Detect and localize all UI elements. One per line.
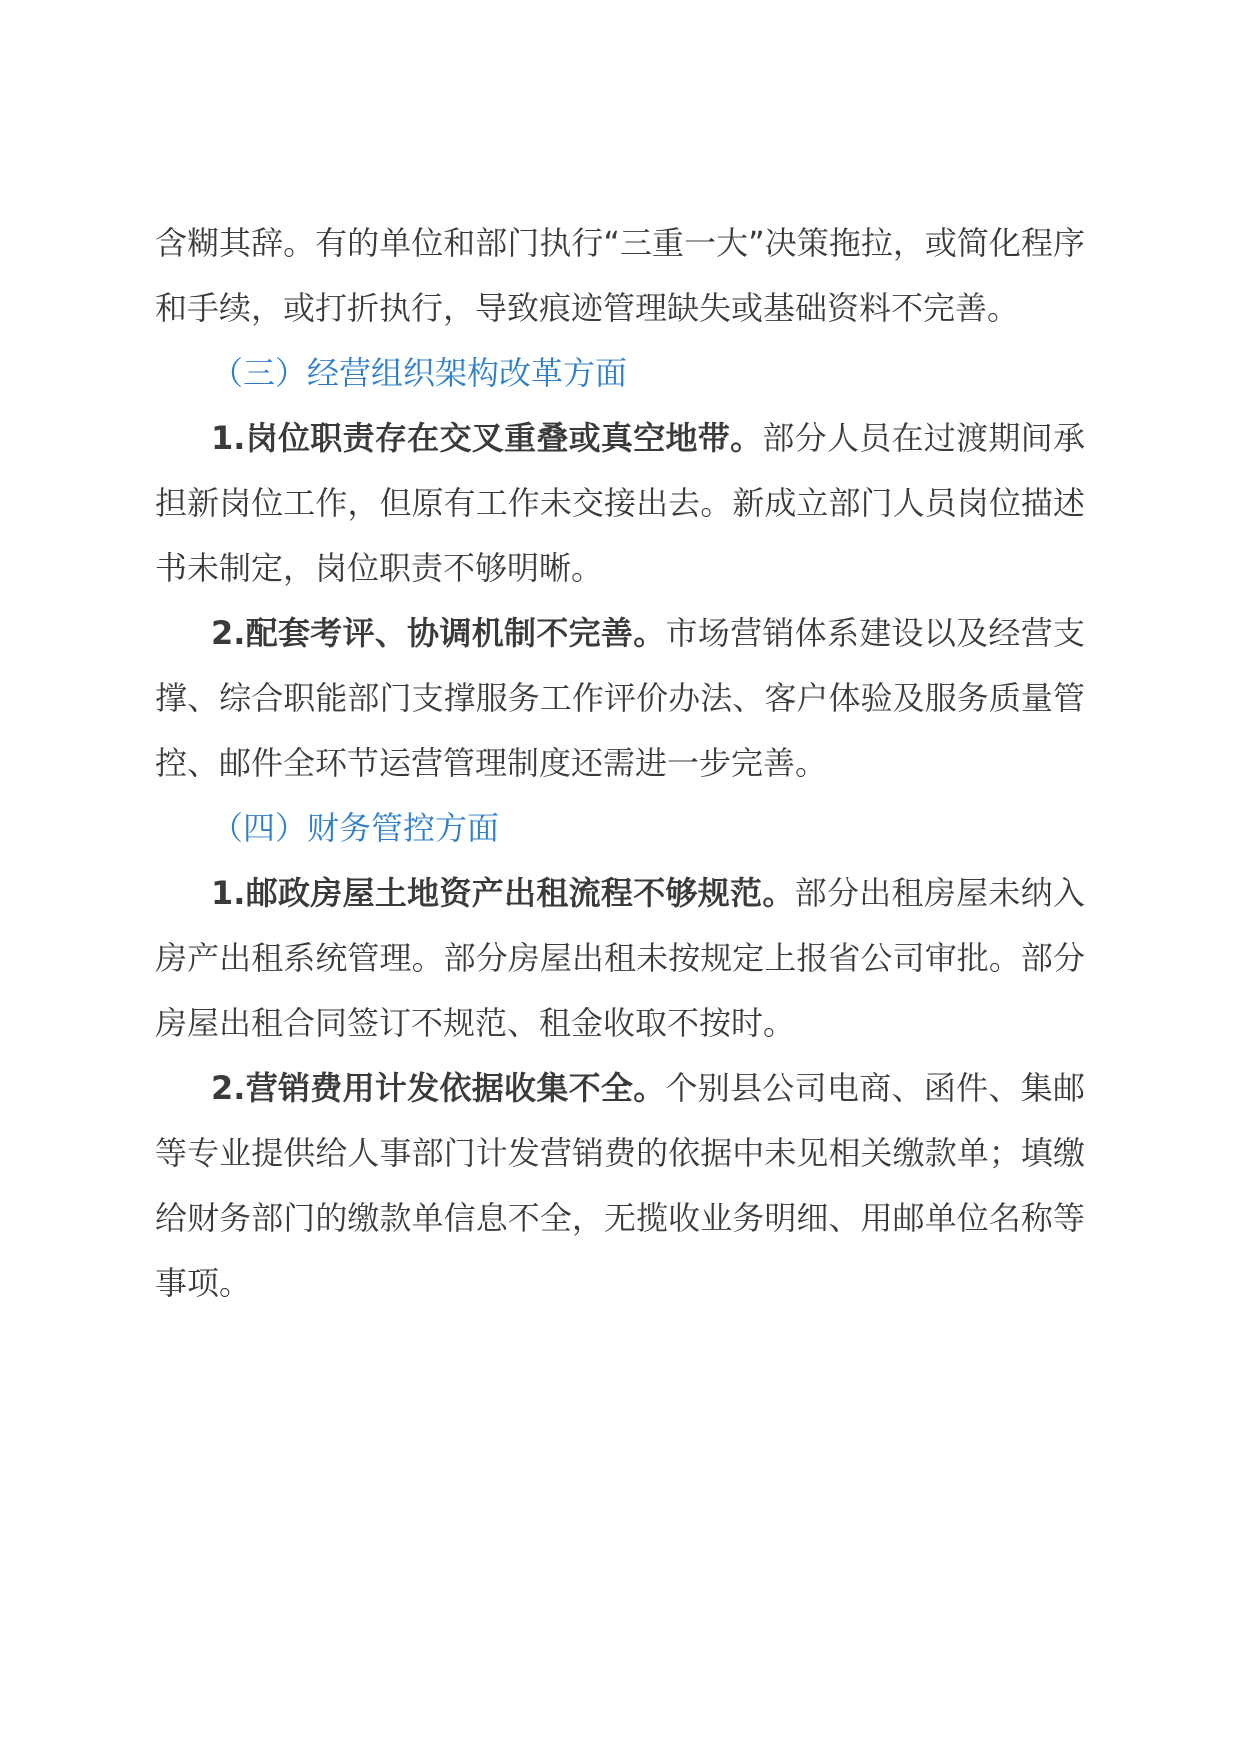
section4-item2: [155, 1056, 1085, 1316]
section-heading-4: （四）财务管控方面: [211, 809, 500, 847]
section3-item2-title: 2.配套考评、协调机制不完善。: [211, 614, 666, 652]
section4-item2-title: 2.营销费用计发依据收集不全。: [211, 1069, 666, 1107]
section3-item2-body: 市场营销体系建设以及经营支撑、综合职能部门支撑服务工作评价办法、客户体验及服务质量管控、邮件全环节运营管理制度还需进一步完善。: [155, 614, 1085, 782]
section4-item1-body: 部分出租房屋未纳入房产出租系统管理。部分房屋出租未按规定上报省公司审批。部分房屋出租合同签订不规范、租金收取不按时。: [155, 874, 1085, 1042]
section3-item2: [155, 601, 1085, 796]
section3-item1-title: 1.岗位职责存在交叉重叠或真空地带。: [211, 419, 763, 457]
section4-item1: [155, 861, 1085, 1056]
document-body: [155, 211, 1085, 1316]
section4-item2-body: 个别县公司电商、函件、集邮等专业提供给人事部门计发营销费的依据中未见相关缴款单；填缴给财务部门的缴款单信息不全，无揽收业务明细、用邮单位名称等事项。: [155, 1069, 1085, 1302]
section3-item1-body: 部分人员在过渡期间承担新岗位工作，但原有工作未交接出去。新成立部门人员岗位描述书未制定，岗位职责不够明晰。: [155, 419, 1085, 587]
section4-item1-title: 1.邮政房屋土地资产出租流程不够规范。: [211, 874, 795, 912]
section3-item1: [155, 406, 1085, 601]
paragraph-continuation: 含糊其辞。有的单位和部门执行“三重一大”决策拖拉，或简化程序和手续，或打折执行，导致痕迹管理缺失或基础资料不完善。: [155, 224, 1085, 327]
section-heading-3: （三）经营组织架构改革方面: [211, 354, 628, 392]
